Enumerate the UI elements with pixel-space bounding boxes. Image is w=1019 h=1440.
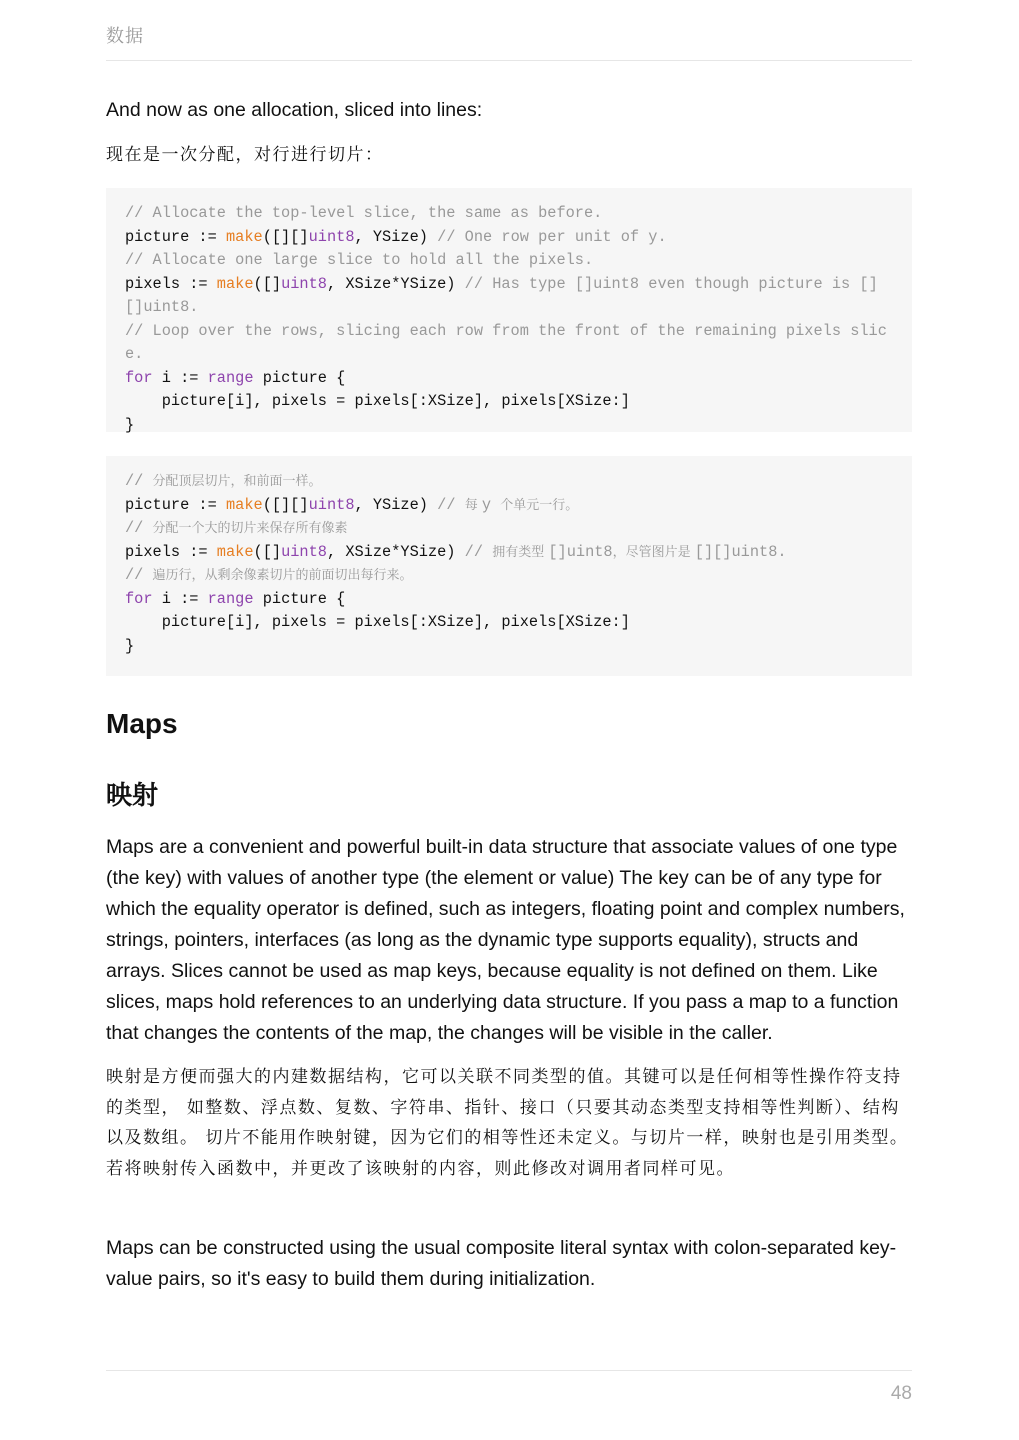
code-token-plain: , YSize) [354, 227, 438, 246]
code-block-zh [106, 456, 912, 676]
maps-paragraph-zh: 映射是方便而强大的内建数据结构，它可以关联不同类型的值。其键可以是任何相等性操作符支持的类型， 如整数、浮点数、复数、字符串、指针、接口（只要其动态类型支持相等性判断）、结构以及数组。 切片不能用作映射键，因为它们的相等性还未定义。与切片一样，映射也是引用类型。 若将映射传入函数中，并更改了该映射的内容，则此修改对调用者同样可见。 [106, 1067, 909, 1179]
code-token-plain: ([] [253, 274, 282, 293]
code-token-plain: picture { [253, 368, 346, 387]
code-token-comment: // Loop over the rows, slicing each row from the front of the remaining pixels slice. [125, 321, 887, 363]
code-token-comment: // [125, 566, 153, 584]
code-token-builtin: make [216, 274, 254, 293]
code-token-type: uint8 [308, 495, 355, 514]
code-token-comment: // One row per unit of y. [437, 227, 667, 246]
code-token-plain: picture := [125, 227, 226, 246]
code-token-plain: , XSize*YSize) [326, 542, 465, 561]
code-token-comment: y [481, 495, 501, 514]
code-token-comment: // [125, 472, 153, 490]
code-line [125, 414, 893, 438]
section-heading-en: Maps [106, 708, 178, 739]
code-token-comment: // [125, 519, 153, 537]
code-token-plain: } [125, 636, 135, 655]
code-token-comment: // [464, 542, 493, 561]
code-line [125, 494, 893, 518]
code-line [125, 635, 893, 659]
code-token-plain: picture := [125, 495, 226, 514]
code-line [125, 320, 893, 367]
code-line [125, 588, 893, 612]
code-token-zhcomment: 分配顶层切片，和前面一样。 [152, 474, 322, 489]
page-number: 48 [890, 1383, 912, 1404]
code-line [125, 249, 893, 273]
code-token-keyword: for [125, 368, 153, 387]
code-token-plain: } [125, 415, 135, 434]
code-token-zhcomment: 个单元一行。 [500, 497, 579, 513]
code-token-plain: , XSize*YSize) [326, 274, 465, 293]
code-token-zhcomment: 每 [464, 497, 482, 513]
code-token-plain: , YSize) [354, 495, 438, 514]
code-token-comment: // Allocate one large slice to hold all the pixels. [125, 251, 594, 269]
section-heading-zh: 映射 [106, 781, 159, 811]
code-line [125, 202, 893, 226]
code-line [125, 541, 893, 565]
code-line [125, 226, 893, 250]
code-token-comment: // [437, 495, 465, 514]
code-token-comment: // Has type []uint8 even though picture is [][]uint8. [125, 274, 878, 316]
code-token-zhcomment: ，尽管图片是 [612, 544, 695, 560]
code-token-plain: picture { [253, 589, 346, 608]
code-token-keyword: for [125, 589, 153, 608]
code-token-zhcomment: 遍历行，从剩余像素切片的前面切出每行来。 [152, 568, 413, 583]
code-token-comment: []uint8 [548, 542, 613, 561]
code-token-type: uint8 [308, 227, 355, 246]
code-block-en [106, 188, 912, 432]
code-token-plain: ([] [253, 542, 282, 561]
code-token-plain: pixels := [125, 274, 217, 293]
code-token-zhcomment: 拥有类型 [492, 544, 549, 560]
header-title: 数据 [106, 26, 144, 47]
page-header [106, 22, 912, 61]
code-token-builtin: make [216, 542, 254, 561]
maps-literal-paragraph-en: Maps can be constructed using the usual composite literal syntax with colon-separated key-value pairs, so it's easy to build them during initialization. [106, 1237, 897, 1290]
intro-text-zh: 现在是一次分配，对行进行切片： [106, 145, 384, 165]
code-token-plain: picture[i], pixels = pixels[:XSize], pixels[XSize:] [125, 392, 630, 410]
code-line [125, 470, 893, 494]
code-line [125, 517, 893, 541]
intro-text-en: And now as one allocation, sliced into lines: [106, 99, 483, 121]
code-line [125, 564, 893, 588]
code-token-plain: ([][] [262, 227, 309, 246]
code-token-builtin: make [225, 495, 263, 514]
code-line [125, 611, 893, 635]
code-token-plain: pixels := [125, 542, 217, 561]
code-token-plain: ([][] [262, 495, 309, 514]
code-line [125, 273, 893, 320]
code-token-builtin: make [225, 227, 263, 246]
code-token-plain: i := [152, 368, 208, 387]
maps-paragraph-en: Maps are a convenient and powerful built-in data structure that associate values of one type (the key) with values of another type (the element or value) The key can be of any type for which the equality operator is defined, such as integers, floating point and complex numbers, strings, pointers, interfaces (as long as the dynamic type supports equality), structs and arrays. Slices cannot be used as map keys, because equality is not defined on them. Like slices, maps hold references to an underlying data structure. If you pass a map to a function that changes the contents of the map, the changes will be visible in the caller. [106, 836, 905, 1044]
code-token-zhcomment: 分配一个大的切片来保存所有像素 [152, 521, 348, 536]
page-footer [106, 1370, 912, 1404]
code-token-type: uint8 [281, 542, 327, 561]
code-token-plain: i := [152, 589, 208, 608]
code-line [125, 390, 893, 414]
code-token-comment: // Allocate the top-level slice, the same as before. [125, 204, 603, 222]
code-token-keyword: range [207, 589, 254, 608]
code-token-plain: picture[i], pixels = pixels[:XSize], pixels[XSize:] [125, 613, 630, 631]
code-token-type: uint8 [281, 274, 327, 293]
code-line [125, 367, 893, 391]
code-token-comment: [][]uint8. [694, 542, 787, 561]
code-token-keyword: range [207, 368, 254, 387]
